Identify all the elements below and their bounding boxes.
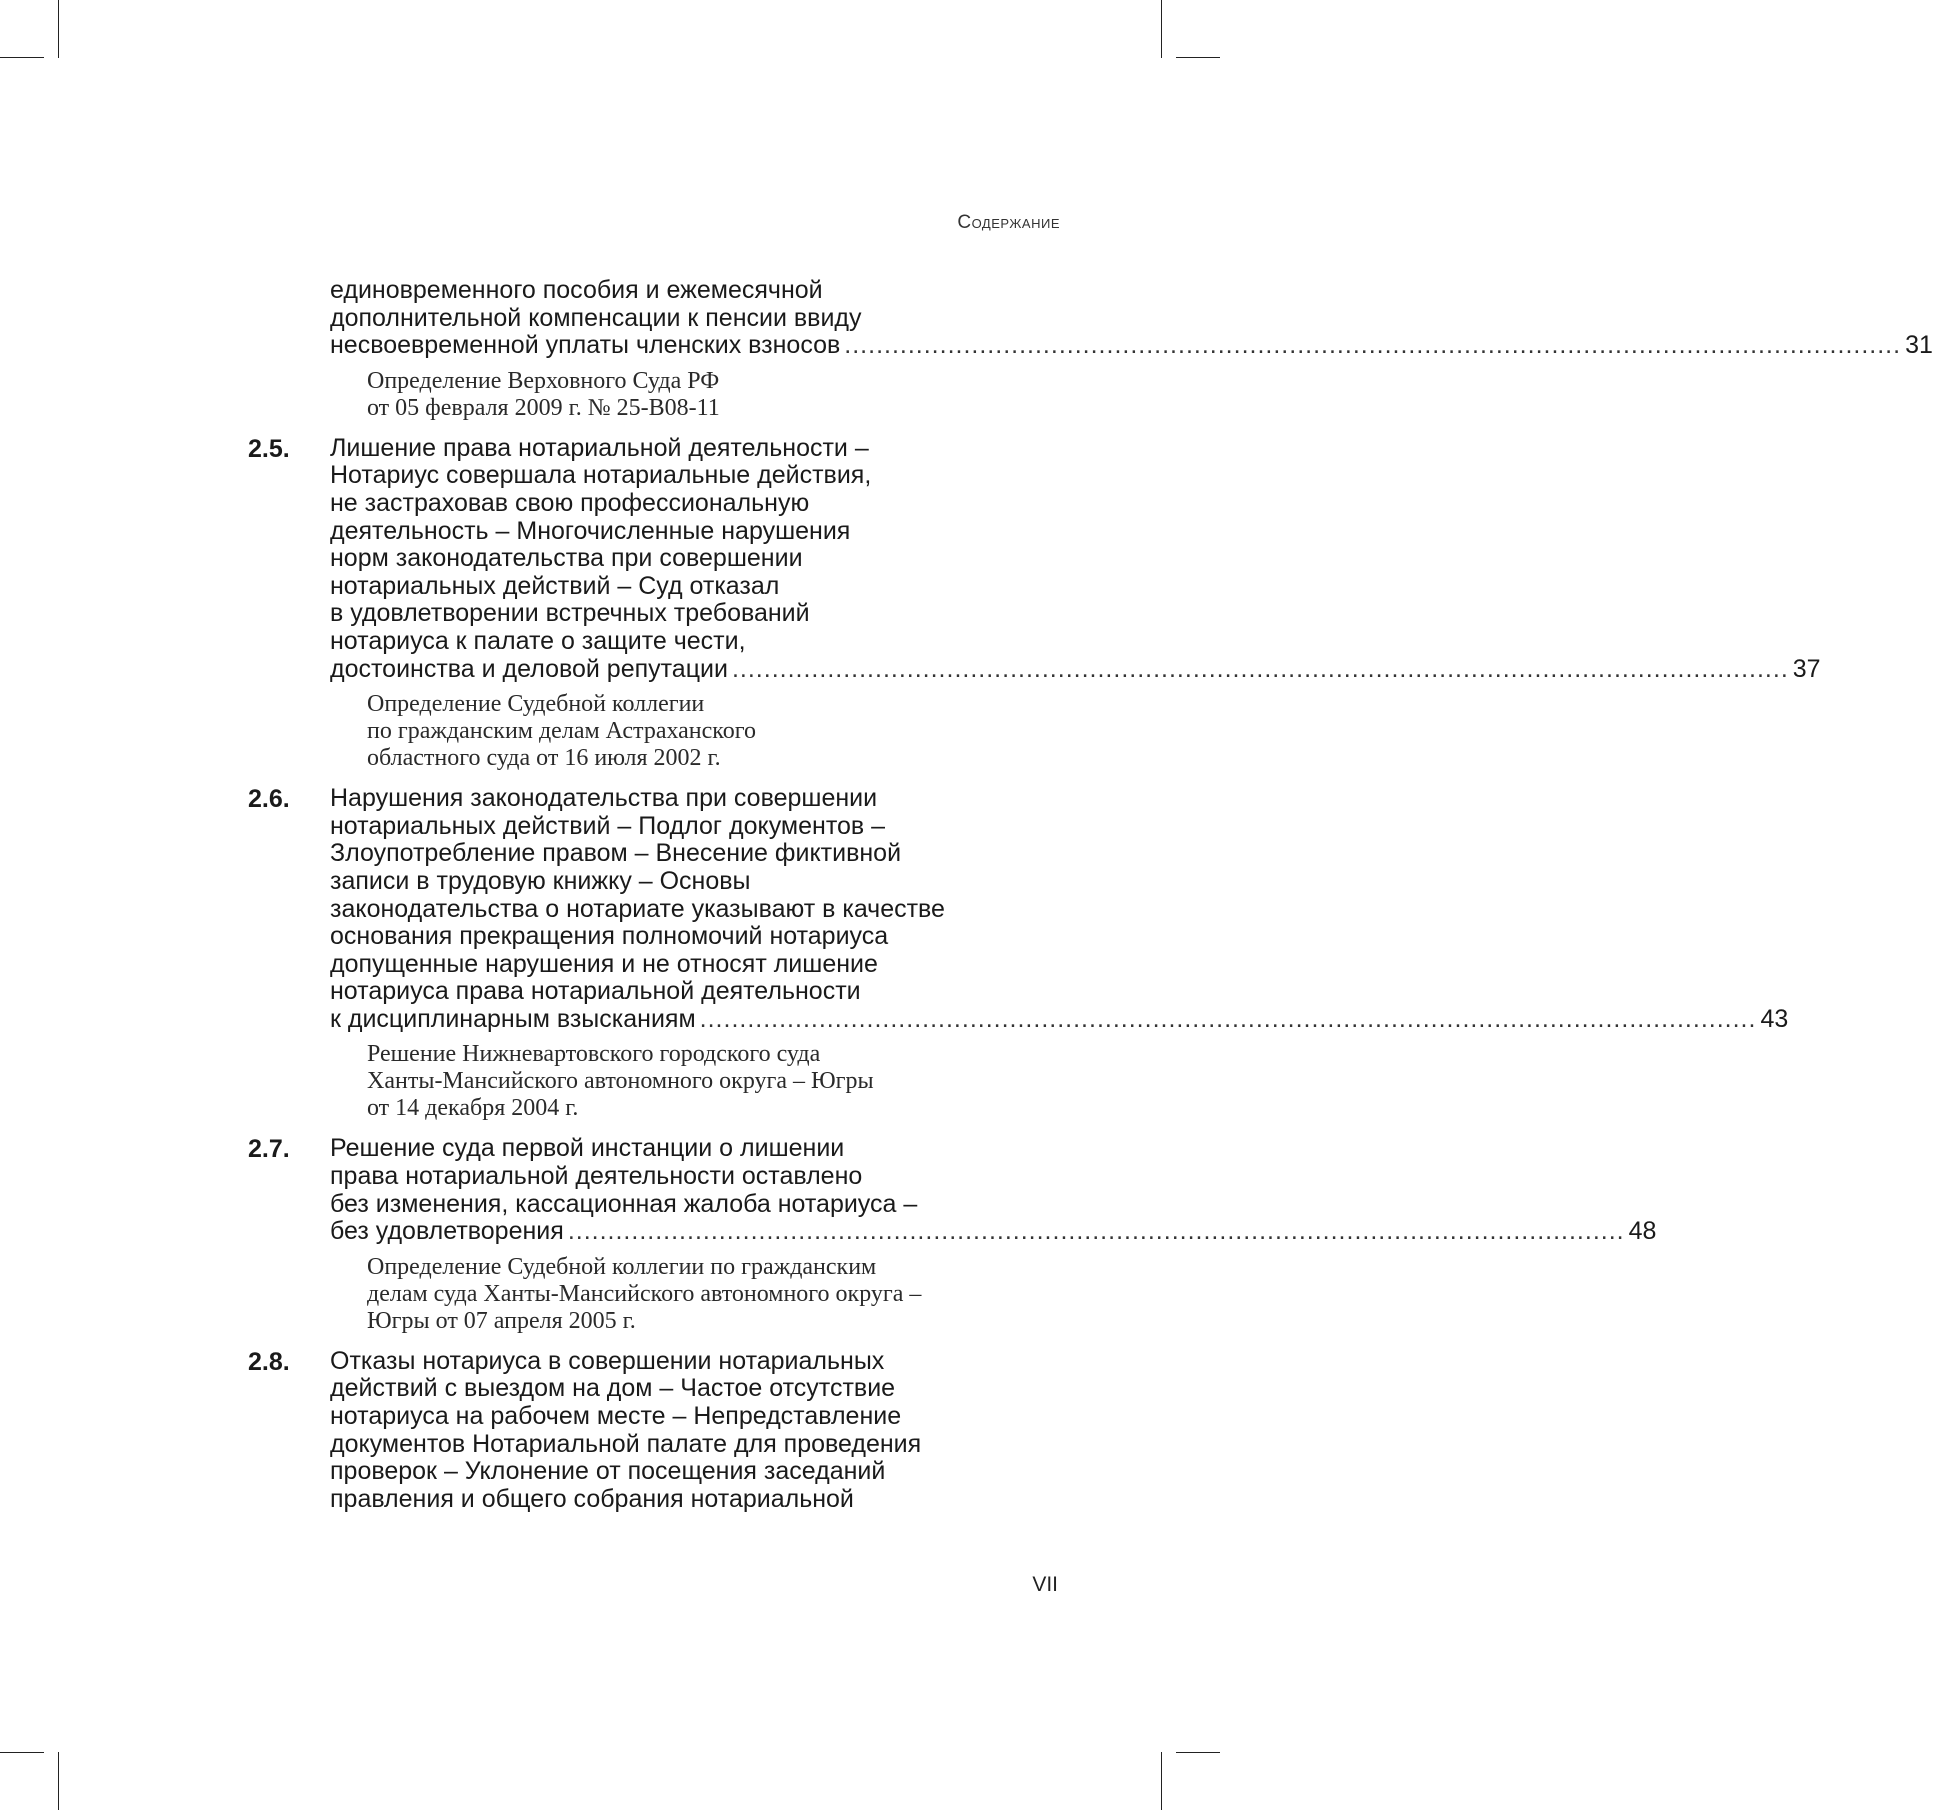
entry-source — [330, 368, 1060, 422]
entry-line: нотариуса на рабочем месте – Непредставление — [330, 1402, 902, 1431]
entry-line: Отказы нотариуса в совершении нотариальных — [330, 1346, 885, 1375]
entry-line: Злоупотребление правом – Внесение фиктивной — [330, 839, 902, 868]
entry-line: Лишение права нотариальной деятельности – — [330, 433, 869, 462]
entry-line: Нарушения законодательства при совершении — [330, 784, 878, 813]
entry-number: 2.5. — [248, 434, 290, 463]
entry-line: в удовлетворении встречных требований — [330, 599, 810, 628]
entry-line: допущенные нарушения и не относят лишение — [330, 949, 878, 978]
entry-last-line — [330, 1004, 1789, 1034]
entry-source — [330, 1254, 1060, 1335]
crop-mark-top-left-h — [0, 57, 44, 58]
crop-mark-bottom-right-h — [1176, 1752, 1220, 1753]
entry-line: к дисциплинарным взысканиям — [330, 1004, 696, 1033]
entry-line: Нотариус совершала нотариальные действия, — [330, 461, 872, 490]
crop-mark-top-right-v — [1161, 0, 1162, 58]
dot-leader: ..................................................................................................................................... — [699, 1004, 1757, 1033]
page-number: 43 — [1760, 1004, 1789, 1033]
entry-line: деятельность – Многочисленные нарушения — [330, 516, 851, 545]
entry-line: права нотариальной деятельности оставлено — [330, 1162, 863, 1191]
entry-last-line — [330, 1217, 1657, 1246]
entry-line: правления и общего собрания нотариальной — [330, 1484, 854, 1513]
toc-entry-2-6 — [248, 784, 1789, 1122]
source-line: Определение Судебной коллегии по гражданским — [367, 1253, 877, 1280]
entry-line: не застраховав свою профессиональную — [330, 488, 810, 517]
entry-line: проверок – Уклонение от посещения заседаний — [330, 1457, 886, 1486]
entry-line: без удовлетворения — [330, 1217, 564, 1246]
source-line: областного суда от 16 июля 2002 г. — [367, 745, 721, 772]
source-line: от 14 декабря 2004 г. — [367, 1095, 579, 1122]
toc-entry-2-8 — [248, 1348, 1060, 1514]
entry-line: нотариуса права нотариальной деятельности — [330, 977, 861, 1006]
entry-line: документов Нотариальной палате для проведения — [330, 1429, 922, 1458]
page-number: 37 — [1792, 654, 1821, 683]
entry-line: действий с выездом на дом – Частое отсутствие — [330, 1374, 896, 1403]
source-line: Югры от 07 апреля 2005 г. — [367, 1307, 636, 1334]
entry-line: нотариальных действий – Суд отказал — [330, 571, 780, 600]
entry-line: нотариуса к палате о защите чести, — [330, 626, 746, 655]
entry-line: записи в трудовую книжку – Основы — [330, 866, 751, 895]
entry-source — [330, 691, 1060, 772]
crop-mark-bottom-left-v — [58, 1752, 59, 1810]
page-number: 31 — [1905, 331, 1933, 360]
entry-line: дополнительной компенсации к пенсии ввиду — [330, 303, 862, 332]
entry-line: Решение суда первой инстанции о лишении — [330, 1134, 845, 1163]
source-line: Определение Верховного Суда РФ — [367, 367, 720, 394]
page-number: 48 — [1628, 1217, 1657, 1246]
entry-source — [330, 1041, 1060, 1122]
dot-leader: ..................................................................................................................................... — [844, 331, 1902, 360]
entry-line: достоинства и деловой репутации — [330, 654, 728, 683]
source-line: Ханты-Мансийского автономного округа – Югры — [367, 1068, 874, 1095]
source-line: делам суда Ханты-Мансийского автономного округа – — [367, 1280, 922, 1307]
crop-mark-bottom-right-v — [1161, 1752, 1162, 1810]
table-of-contents — [248, 276, 1933, 1513]
entry-line: несвоевременной уплаты членских взносов — [330, 331, 841, 360]
page-folio: VII — [1032, 1573, 1058, 1596]
entry-line: норм законодательства при совершении — [330, 544, 803, 573]
entry-line: без изменения, кассационная жалоба нотариуса – — [330, 1189, 918, 1218]
source-line: от 05 февраля 2009 г. № 25-В08-11 — [367, 394, 720, 421]
entry-last-line — [330, 654, 1821, 684]
entry-number: 2.6. — [248, 785, 290, 814]
source-line: по гражданским делам Астраханского — [367, 718, 756, 745]
entry-number: 2.7. — [248, 1135, 290, 1164]
toc-entry-2-5 — [248, 433, 1821, 772]
crop-mark-top-left-v — [58, 0, 59, 58]
source-line: Решение Нижневартовского городского суда — [367, 1041, 821, 1068]
entry-line: законодательства о нотариате указывают в качестве — [330, 894, 945, 923]
entry-number: 2.8. — [248, 1347, 290, 1376]
entry-last-line — [330, 331, 1933, 360]
crop-mark-bottom-left-h — [0, 1752, 44, 1753]
dot-leader: ..................................................................................................................................... — [731, 654, 1789, 683]
toc-entry-continuation — [248, 276, 1933, 422]
source-line: Определение Судебной коллегии — [367, 691, 705, 718]
crop-mark-top-right-h — [1176, 57, 1220, 58]
entry-line: нотариальных действий – Подлог документов – — [330, 811, 886, 840]
entry-line: единовременного пособия и ежемесячной — [330, 276, 823, 304]
dot-leader: ..................................................................................................................................... — [567, 1217, 1625, 1246]
toc-entry-2-7 — [248, 1134, 1657, 1334]
entry-line: основания прекращения полномочий нотариуса — [330, 922, 889, 951]
running-head: Содержание — [957, 212, 1060, 233]
